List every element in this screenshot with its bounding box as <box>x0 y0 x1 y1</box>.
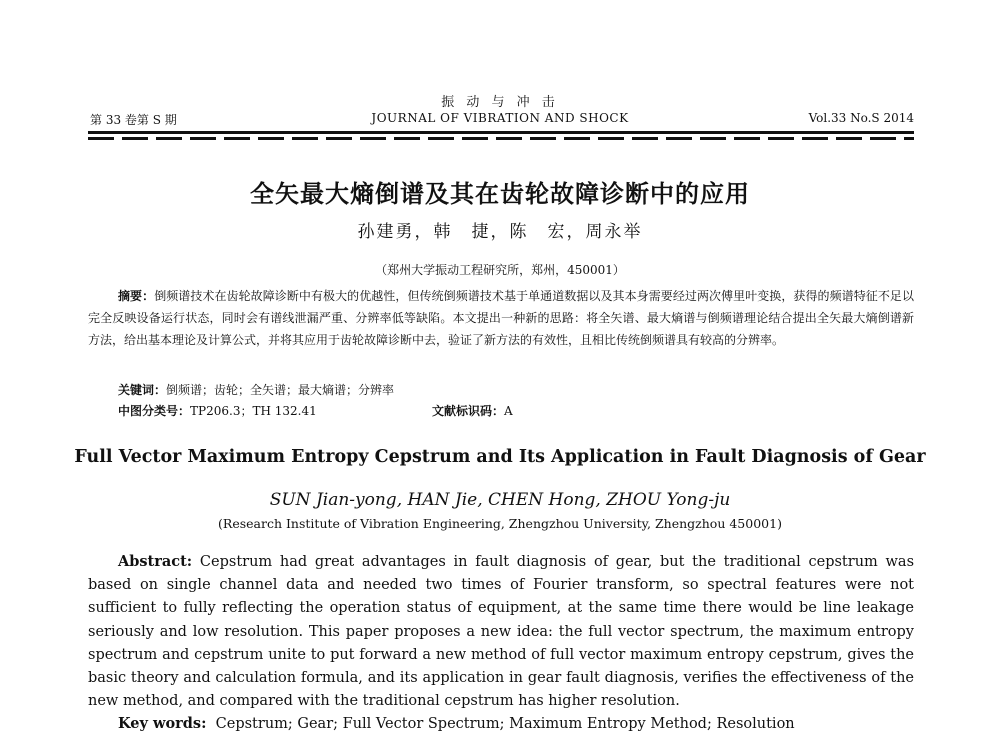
keywords-cn-label: 关键词： <box>118 383 167 397</box>
abstract-cn-label: 摘要： <box>118 289 155 303</box>
keywords-en-label: Key words: <box>118 715 207 732</box>
affiliation-en: (Research Institute of Vibration Engineering, Zhengzhou University, Zhengzhou 450001) <box>218 516 782 531</box>
keywords-cn-text: 倒频谱；齿轮；全矢谱；最大熵谱；分辨率 <box>166 383 395 397</box>
paper-title-cn: 全矢最大熵倒谱及其在齿轮故障诊断中的应用 <box>250 179 750 208</box>
journal-name-en: JOURNAL OF VIBRATION AND SHOCK <box>371 111 629 125</box>
keywords-en <box>118 715 795 732</box>
paper-title-en: Full Vector Maximum Entropy Cepstrum and Its Application in Fault Diagnosis of Gear <box>74 447 926 467</box>
keywords-cn <box>118 381 394 398</box>
abstract-cn-text: 倒频谱技术在齿轮故障诊断中有极大的优越性，但传统倒频谱技术基于单通道数据以及其本身需要经过两次傅里叶变换，获得的频谱特征不足以完全反映设备运行状态，同时会有谱线泄漏严重、分辨率低等缺陷。本文提出一种新的思路：将全矢谱、最大熵谱与倒频谱理论结合提出全矢最大熵倒谱新方法，给出基本理论及计算公式，并将其应用于齿轮故障诊断中去，验证了新方法的有效性，且相比传统倒频谱具有较高的分辨率。 <box>88 289 914 347</box>
document-code <box>432 402 513 419</box>
volume-issue-cn: 第 33 卷第 S 期 <box>90 113 177 127</box>
authors-en: SUN Jian-yong, HAN Jie, CHEN Hong, ZHOU Yong-ju <box>269 490 731 510</box>
abstract-en <box>88 550 914 713</box>
classification-value: TP206.3；TH 132.41 <box>190 404 317 418</box>
document-code-label: 文献标识码： <box>432 404 505 418</box>
header-rule <box>88 131 914 134</box>
header-dashed-rule <box>88 137 914 140</box>
affiliation-cn: （郑州大学振动工程研究所，郑州，450001） <box>375 263 625 277</box>
classification-label: 中图分类号： <box>118 404 191 418</box>
document-code-value: A <box>504 404 513 418</box>
classification-number <box>118 402 317 419</box>
volume-issue-en: Vol.33 No.S 2014 <box>808 111 914 125</box>
abstract-en-label: Abstract: <box>118 553 193 570</box>
keywords-en-text: Cepstrum; Gear; Full Vector Spectrum; Maximum Entropy Method; Resolution <box>215 716 795 732</box>
authors-cn: 孙建勇，韩 捷，陈 宏，周永举 <box>357 222 643 242</box>
journal-name-cn: 振 动 与 冲 击 <box>441 95 559 110</box>
abstract-en-text: Cepstrum had great advantages in fault diagnosis of gear, but the traditional cepstrum was based on single channel data and needed two times of Fourier transform, so spectral features were not sufficient to fully reflecting the operation status of equipment, at the same time there would be line leakage seriously and low resolution. This paper proposes a new idea: the full vector spectrum, the maximum entropy spectrum and cepstrum unite to put forward a new method of full vector maximum entropy cepstrum, gives the basic theory and calculation formula, and its application in gear fault diagnosis, verifies the effectiveness of the new method, and compared with the traditional cepstrum has higher resolution. <box>88 554 915 710</box>
abstract-cn <box>88 285 914 351</box>
